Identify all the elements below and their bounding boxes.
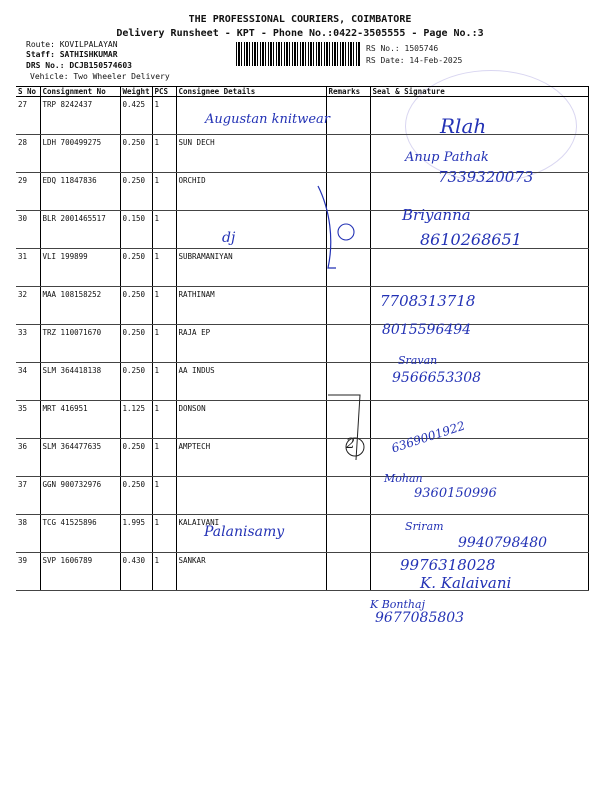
hw-row37-name: Palanisamy bbox=[204, 524, 285, 540]
vehicle-label: Vehicle: Two Wheeler Delivery bbox=[30, 72, 170, 81]
cell-weight: 0.250 bbox=[120, 249, 152, 287]
cell-sno: 33 bbox=[16, 325, 40, 363]
cell-sno: 38 bbox=[16, 515, 40, 553]
cell-consignment: TRP 8242437 bbox=[40, 97, 120, 135]
cell-consignee: ORCHID bbox=[176, 173, 326, 211]
hw-row28-phone: 7339320073 bbox=[438, 168, 534, 186]
rs-number: RS No.: 1505746 bbox=[366, 44, 439, 53]
cell-weight: 0.430 bbox=[120, 553, 152, 591]
cell-sno: 31 bbox=[16, 249, 40, 287]
hw-row27-signature: Rlah bbox=[440, 114, 487, 138]
cell-consignee bbox=[176, 477, 326, 515]
table-row bbox=[16, 477, 588, 515]
cell-pcs: 1 bbox=[152, 439, 176, 477]
cell-weight: 0.250 bbox=[120, 363, 152, 401]
col-weight: Weight bbox=[120, 87, 152, 97]
cell-pcs: 1 bbox=[152, 325, 176, 363]
hw-row30-signature: Briyanna bbox=[402, 206, 471, 224]
cell-consignment: MRT 416951 bbox=[40, 401, 120, 439]
cell-weight: 0.250 bbox=[120, 135, 152, 173]
hw-row38-name: K. Kalaivani bbox=[420, 574, 512, 592]
cell-consignment: MAA 108158252 bbox=[40, 287, 120, 325]
cell-consignment: LDH 700499275 bbox=[40, 135, 120, 173]
hw-row36-signature: Mohan bbox=[384, 472, 423, 485]
cell-pcs: 1 bbox=[152, 515, 176, 553]
cell-consignee: SUN DECH bbox=[176, 135, 326, 173]
cell-sno: 27 bbox=[16, 97, 40, 135]
cell-remarks bbox=[326, 515, 370, 553]
cell-pcs: 1 bbox=[152, 97, 176, 135]
cell-weight: 1.995 bbox=[120, 515, 152, 553]
cell-remarks bbox=[326, 97, 370, 135]
cell-consignee: SUBRAMANIYAN bbox=[176, 249, 326, 287]
cell-consignment: SLM 364418138 bbox=[40, 363, 120, 401]
cell-pcs: 1 bbox=[152, 173, 176, 211]
col-sno: S No bbox=[16, 87, 40, 97]
hw-row35-mark: 2 bbox=[346, 436, 355, 452]
cell-weight: 0.250 bbox=[120, 173, 152, 211]
bracket-lower bbox=[328, 395, 360, 460]
cell-weight: 0.250 bbox=[120, 287, 152, 325]
cell-weight: 0.250 bbox=[120, 439, 152, 477]
hw-row36-phone: 9360150996 bbox=[414, 486, 497, 501]
cell-sno: 39 bbox=[16, 553, 40, 591]
cell-weight: 0.150 bbox=[120, 211, 152, 249]
hw-row33-phone: 9566653308 bbox=[392, 370, 482, 386]
cell-consignment: VLI 199899 bbox=[40, 249, 120, 287]
hw-row27-name: Augustan knitwear bbox=[205, 112, 331, 127]
hw-row32-phone: 7708313718 bbox=[380, 292, 476, 310]
cell-pcs: 1 bbox=[152, 553, 176, 591]
cell-pcs: 1 bbox=[152, 287, 176, 325]
cell-pcs: 1 bbox=[152, 135, 176, 173]
cell-consignee: AA INDUS bbox=[176, 363, 326, 401]
cell-consignee: AMPTECH bbox=[176, 439, 326, 477]
cell-consignment: BLR 2001465517 bbox=[40, 211, 120, 249]
hw-row30-mark: dj bbox=[222, 230, 236, 246]
cell-pcs: 1 bbox=[152, 249, 176, 287]
runsheet-subtitle: Delivery Runsheet - KPT - Phone No.:0422-3505555 - Page No.:3 bbox=[116, 28, 484, 39]
hw-row37-signature: Sriram bbox=[405, 520, 444, 533]
table-header-row bbox=[16, 87, 588, 97]
bracket-lower-circle bbox=[346, 438, 364, 456]
cell-sno: 34 bbox=[16, 363, 40, 401]
cell-consignee: KALAIVANI bbox=[176, 515, 326, 553]
cell-consignment: SLM 364477635 bbox=[40, 439, 120, 477]
hw-row38-phone: 9976318028 bbox=[400, 556, 496, 574]
cell-sno: 35 bbox=[16, 401, 40, 439]
cell-consignment: TRZ 110071670 bbox=[40, 325, 120, 363]
cell-consignment: EDQ 11847836 bbox=[40, 173, 120, 211]
cell-signature bbox=[370, 401, 588, 439]
cell-sno: 30 bbox=[16, 211, 40, 249]
col-remarks: Remarks bbox=[326, 87, 370, 97]
barcode bbox=[236, 42, 360, 66]
cell-consignment: SVP 1606789 bbox=[40, 553, 120, 591]
col-pcs: PCS bbox=[152, 87, 176, 97]
cell-sno: 29 bbox=[16, 173, 40, 211]
cell-remarks bbox=[326, 477, 370, 515]
col-signature: Seal & Signature bbox=[370, 87, 588, 97]
drs-label: DRS No.: DCJB150574603 bbox=[26, 61, 132, 70]
bracket-marks bbox=[300, 180, 380, 480]
hw-row30-phone: 8610268651 bbox=[420, 230, 522, 249]
route-label: Route: KOVILPALAYAN bbox=[26, 40, 118, 49]
col-consignment: Consignment No bbox=[40, 87, 120, 97]
cell-sno: 37 bbox=[16, 477, 40, 515]
cell-sno: 28 bbox=[16, 135, 40, 173]
cell-consignment: GGN 900732976 bbox=[40, 477, 120, 515]
col-consignee: Consignee Details bbox=[176, 87, 326, 97]
table-row bbox=[16, 135, 588, 173]
cell-weight: 0.250 bbox=[120, 477, 152, 515]
rs-date: RS Date: 14-Feb-2025 bbox=[366, 56, 463, 65]
company-title: THE PROFESSIONAL COURIERS, COIMBATORE bbox=[188, 14, 412, 25]
cell-consignee: RATHINAM bbox=[176, 287, 326, 325]
hw-row39-phone: 9677085803 bbox=[375, 610, 465, 626]
cell-pcs: 1 bbox=[152, 211, 176, 249]
cell-consignee: SANKAR bbox=[176, 553, 326, 591]
cell-sno: 36 bbox=[16, 439, 40, 477]
cell-sno: 32 bbox=[16, 287, 40, 325]
staff-label: Staff: SATHISHKUMAR bbox=[26, 50, 118, 59]
cell-consignment: TCG 41525896 bbox=[40, 515, 120, 553]
hw-row35-phone: 6369001922 bbox=[389, 418, 467, 456]
bracket-upper-circle bbox=[338, 224, 354, 240]
cell-weight: 0.250 bbox=[120, 325, 152, 363]
hw-row28-signature: Anup Pathak bbox=[405, 150, 489, 165]
bracket-upper bbox=[318, 186, 336, 268]
cell-remarks bbox=[326, 135, 370, 173]
hw-row39-name: K Bonthaj bbox=[370, 598, 425, 611]
cell-consignee: RAJA EP bbox=[176, 325, 326, 363]
cell-weight: 0.425 bbox=[120, 97, 152, 135]
cell-pcs: 1 bbox=[152, 477, 176, 515]
hw-row33-signature: Sravan bbox=[398, 354, 438, 367]
cell-weight: 1.125 bbox=[120, 401, 152, 439]
cell-remarks bbox=[326, 553, 370, 591]
hw-row32-phone2: 8015596494 bbox=[382, 322, 472, 338]
hw-row37-phone: 9940798480 bbox=[458, 535, 548, 551]
cell-pcs: 1 bbox=[152, 363, 176, 401]
cell-signature bbox=[370, 249, 588, 287]
cell-pcs: 1 bbox=[152, 401, 176, 439]
cell-consignee: DONSON bbox=[176, 401, 326, 439]
